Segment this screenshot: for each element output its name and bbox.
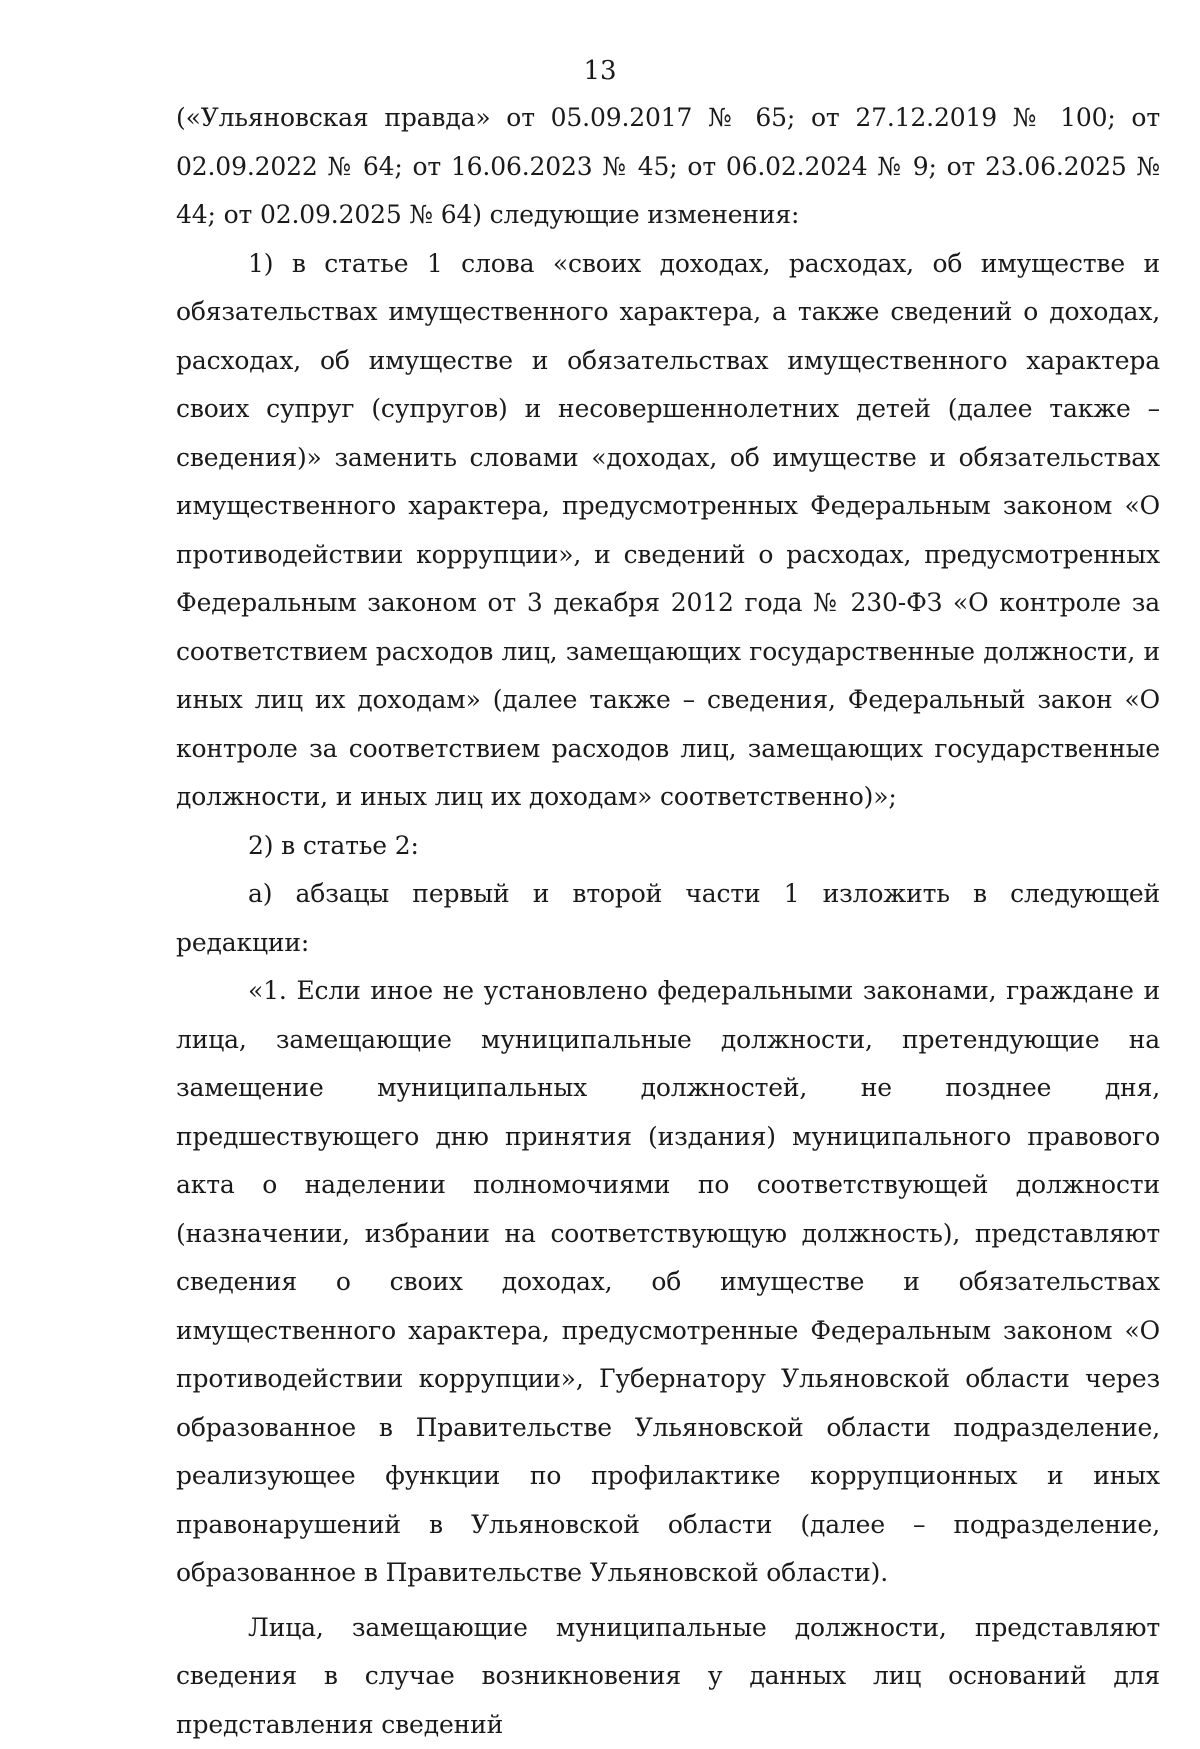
paragraph-persons-holding-positions: Лица, замещающие муниципальные должности, представляют сведения в случае возникновения у данных лиц оснований для представления сведений: [176, 1604, 1160, 1749]
paragraph-quoted-part-1: «1. Если иное не установлено федеральными законами, граждане и лица, замещающие муниципальные должности, претендующие на замещение муниципальных должностей, не позднее дня, предшествующего дню принятия (издания) муниципального правового акта о наделении полномочиями по соответствующей должности (назначении, избрании на соответствующую должность), представляют сведения о своих доходах, об имуществе и обязательствах имущественного характера, предусмотренные Федеральным законом «О противодействии коррупции», Губернатору Ульяновской области через образованное в Правительстве Ульяновской области подразделение, реализующее функции по профилактике коррупционных и иных правонарушений в Ульяновской области (далее – подразделение, образованное в Правительстве Ульяновской области).: [176, 967, 1160, 1598]
paragraph-item-2: 2) в статье 2:: [176, 822, 1160, 871]
page-number: 13: [0, 56, 1200, 86]
document-body: [176, 94, 1160, 1749]
paragraph-item-1: 1) в статье 1 слова «своих доходах, расходах, об имуществе и обязательствах имущественного характера, а также сведений о доходах, расходах, об имуществе и обязательствах имущественного характера своих супруг (супругов) и несовершеннолетних детей (далее также – сведения)» заменить словами «доходах, об имуществе и обязательствах имущественного характера, предусмотренных Федеральным законом «О противодействии коррупции», и сведений о расходах, предусмотренных Федеральным законом от 3 декабря 2012 года № 230-ФЗ «О контроле за соответствием расходов лиц, замещающих государственные должности, и иных лиц их доходам» (далее также – сведения, Федеральный закон «О контроле за соответствием расходов лиц, замещающих государственные должности, и иных лиц их доходам» соответственно)»;: [176, 240, 1160, 822]
paragraph-subitem-a: а) абзацы первый и второй части 1 изложить в следующей редакции:: [176, 870, 1160, 967]
paragraph-continuation: («Ульяновская правда» от 05.09.2017 № 65; от 27.12.2019 № 100; от 02.09.2022 № 64; от 16.06.2023 № 45; от 06.02.2024 № 9; от 23.06.2025 № 44; от 02.09.2025 № 64) следующие изменения:: [176, 94, 1160, 240]
